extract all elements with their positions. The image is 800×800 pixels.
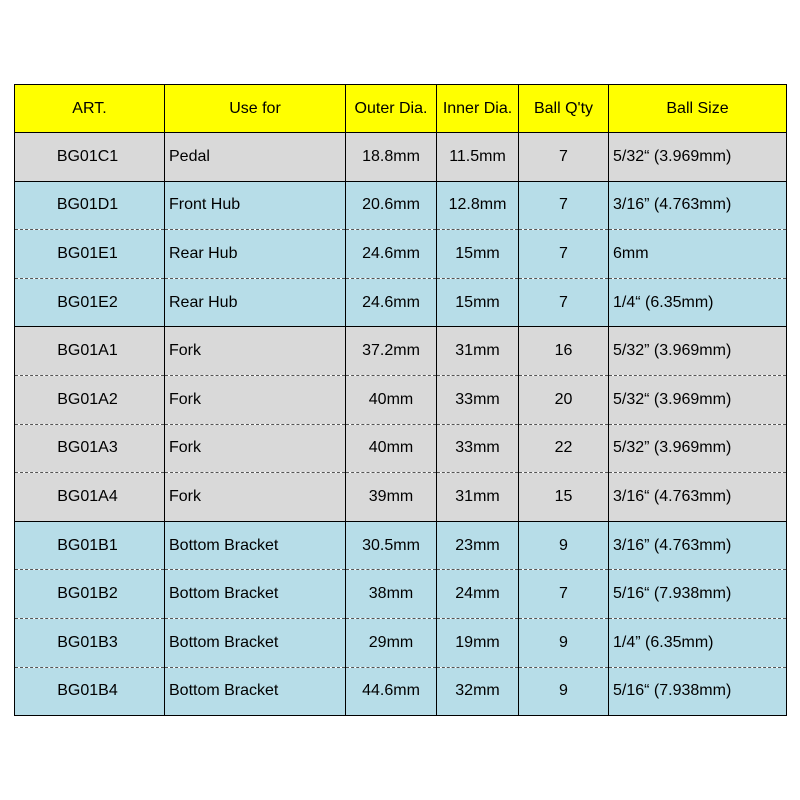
ball-qty-cell: 20 bbox=[519, 375, 609, 424]
ball-qty-cell: 7 bbox=[519, 230, 609, 279]
ball-size-cell: 1/4“ (6.35mm) bbox=[609, 278, 787, 327]
header-art: ART. bbox=[15, 85, 165, 133]
inner-dia-cell: 33mm bbox=[437, 424, 519, 473]
inner-dia-cell: 12.8mm bbox=[437, 181, 519, 230]
table-row bbox=[15, 230, 787, 279]
ball-qty-cell: 7 bbox=[519, 570, 609, 619]
art-cell: BG01B1 bbox=[15, 521, 165, 570]
inner-dia-cell: 11.5mm bbox=[437, 133, 519, 182]
art-cell: BG01A1 bbox=[15, 327, 165, 376]
outer-dia-cell: 44.6mm bbox=[346, 667, 437, 716]
ball-size-cell: 5/32“ (3.969mm) bbox=[609, 375, 787, 424]
inner-dia-cell: 19mm bbox=[437, 618, 519, 667]
inner-dia-cell: 31mm bbox=[437, 473, 519, 522]
outer-dia-cell: 30.5mm bbox=[346, 521, 437, 570]
bearing-spec-table bbox=[14, 84, 787, 716]
ball-size-cell: 5/32” (3.969mm) bbox=[609, 327, 787, 376]
use-for-cell: Bottom Bracket bbox=[165, 618, 346, 667]
table-row bbox=[15, 181, 787, 230]
ball-size-cell: 3/16” (4.763mm) bbox=[609, 521, 787, 570]
ball-qty-cell: 7 bbox=[519, 278, 609, 327]
use-for-cell: Front Hub bbox=[165, 181, 346, 230]
outer-dia-cell: 38mm bbox=[346, 570, 437, 619]
art-cell: BG01B2 bbox=[15, 570, 165, 619]
ball-size-cell: 1/4” (6.35mm) bbox=[609, 618, 787, 667]
art-cell: BG01B3 bbox=[15, 618, 165, 667]
art-cell: BG01B4 bbox=[15, 667, 165, 716]
outer-dia-cell: 29mm bbox=[346, 618, 437, 667]
inner-dia-cell: 24mm bbox=[437, 570, 519, 619]
ball-qty-cell: 22 bbox=[519, 424, 609, 473]
art-cell: BG01E1 bbox=[15, 230, 165, 279]
header-row bbox=[15, 85, 787, 133]
table-row bbox=[15, 327, 787, 376]
inner-dia-cell: 23mm bbox=[437, 521, 519, 570]
table-row bbox=[15, 618, 787, 667]
art-cell: BG01E2 bbox=[15, 278, 165, 327]
outer-dia-cell: 40mm bbox=[346, 424, 437, 473]
ball-qty-cell: 9 bbox=[519, 618, 609, 667]
use-for-cell: Fork bbox=[165, 424, 346, 473]
art-cell: BG01C1 bbox=[15, 133, 165, 182]
outer-dia-cell: 37.2mm bbox=[346, 327, 437, 376]
ball-qty-cell: 15 bbox=[519, 473, 609, 522]
ball-qty-cell: 16 bbox=[519, 327, 609, 376]
use-for-cell: Bottom Bracket bbox=[165, 667, 346, 716]
inner-dia-cell: 15mm bbox=[437, 278, 519, 327]
ball-qty-cell: 9 bbox=[519, 667, 609, 716]
ball-size-cell: 5/32“ (3.969mm) bbox=[609, 133, 787, 182]
art-cell: BG01A2 bbox=[15, 375, 165, 424]
use-for-cell: Fork bbox=[165, 327, 346, 376]
outer-dia-cell: 40mm bbox=[346, 375, 437, 424]
art-cell: BG01D1 bbox=[15, 181, 165, 230]
ball-size-cell: 5/16“ (7.938mm) bbox=[609, 570, 787, 619]
art-cell: BG01A4 bbox=[15, 473, 165, 522]
table-row bbox=[15, 133, 787, 182]
ball-size-cell: 3/16” (4.763mm) bbox=[609, 181, 787, 230]
use-for-cell: Bottom Bracket bbox=[165, 570, 346, 619]
outer-dia-cell: 24.6mm bbox=[346, 230, 437, 279]
table-row bbox=[15, 375, 787, 424]
header-use-for: Use for bbox=[165, 85, 346, 133]
outer-dia-cell: 18.8mm bbox=[346, 133, 437, 182]
use-for-cell: Bottom Bracket bbox=[165, 521, 346, 570]
ball-size-cell: 6mm bbox=[609, 230, 787, 279]
header-ball-size: Ball Size bbox=[609, 85, 787, 133]
ball-qty-cell: 7 bbox=[519, 181, 609, 230]
ball-size-cell: 3/16“ (4.763mm) bbox=[609, 473, 787, 522]
table-row bbox=[15, 667, 787, 716]
use-for-cell: Fork bbox=[165, 473, 346, 522]
header-inner-dia: Inner Dia. bbox=[437, 85, 519, 133]
table-row bbox=[15, 473, 787, 522]
table-row bbox=[15, 278, 787, 327]
inner-dia-cell: 32mm bbox=[437, 667, 519, 716]
inner-dia-cell: 15mm bbox=[437, 230, 519, 279]
ball-size-cell: 5/16“ (7.938mm) bbox=[609, 667, 787, 716]
ball-qty-cell: 7 bbox=[519, 133, 609, 182]
header-outer-dia: Outer Dia. bbox=[346, 85, 437, 133]
outer-dia-cell: 20.6mm bbox=[346, 181, 437, 230]
outer-dia-cell: 39mm bbox=[346, 473, 437, 522]
table-row bbox=[15, 521, 787, 570]
table-body bbox=[15, 133, 787, 716]
use-for-cell: Rear Hub bbox=[165, 278, 346, 327]
ball-qty-cell: 9 bbox=[519, 521, 609, 570]
use-for-cell: Rear Hub bbox=[165, 230, 346, 279]
art-cell: BG01A3 bbox=[15, 424, 165, 473]
table-row bbox=[15, 570, 787, 619]
inner-dia-cell: 31mm bbox=[437, 327, 519, 376]
table-row bbox=[15, 424, 787, 473]
use-for-cell: Fork bbox=[165, 375, 346, 424]
use-for-cell: Pedal bbox=[165, 133, 346, 182]
ball-size-cell: 5/32” (3.969mm) bbox=[609, 424, 787, 473]
inner-dia-cell: 33mm bbox=[437, 375, 519, 424]
header-ball-qty: Ball Q'ty bbox=[519, 85, 609, 133]
outer-dia-cell: 24.6mm bbox=[346, 278, 437, 327]
